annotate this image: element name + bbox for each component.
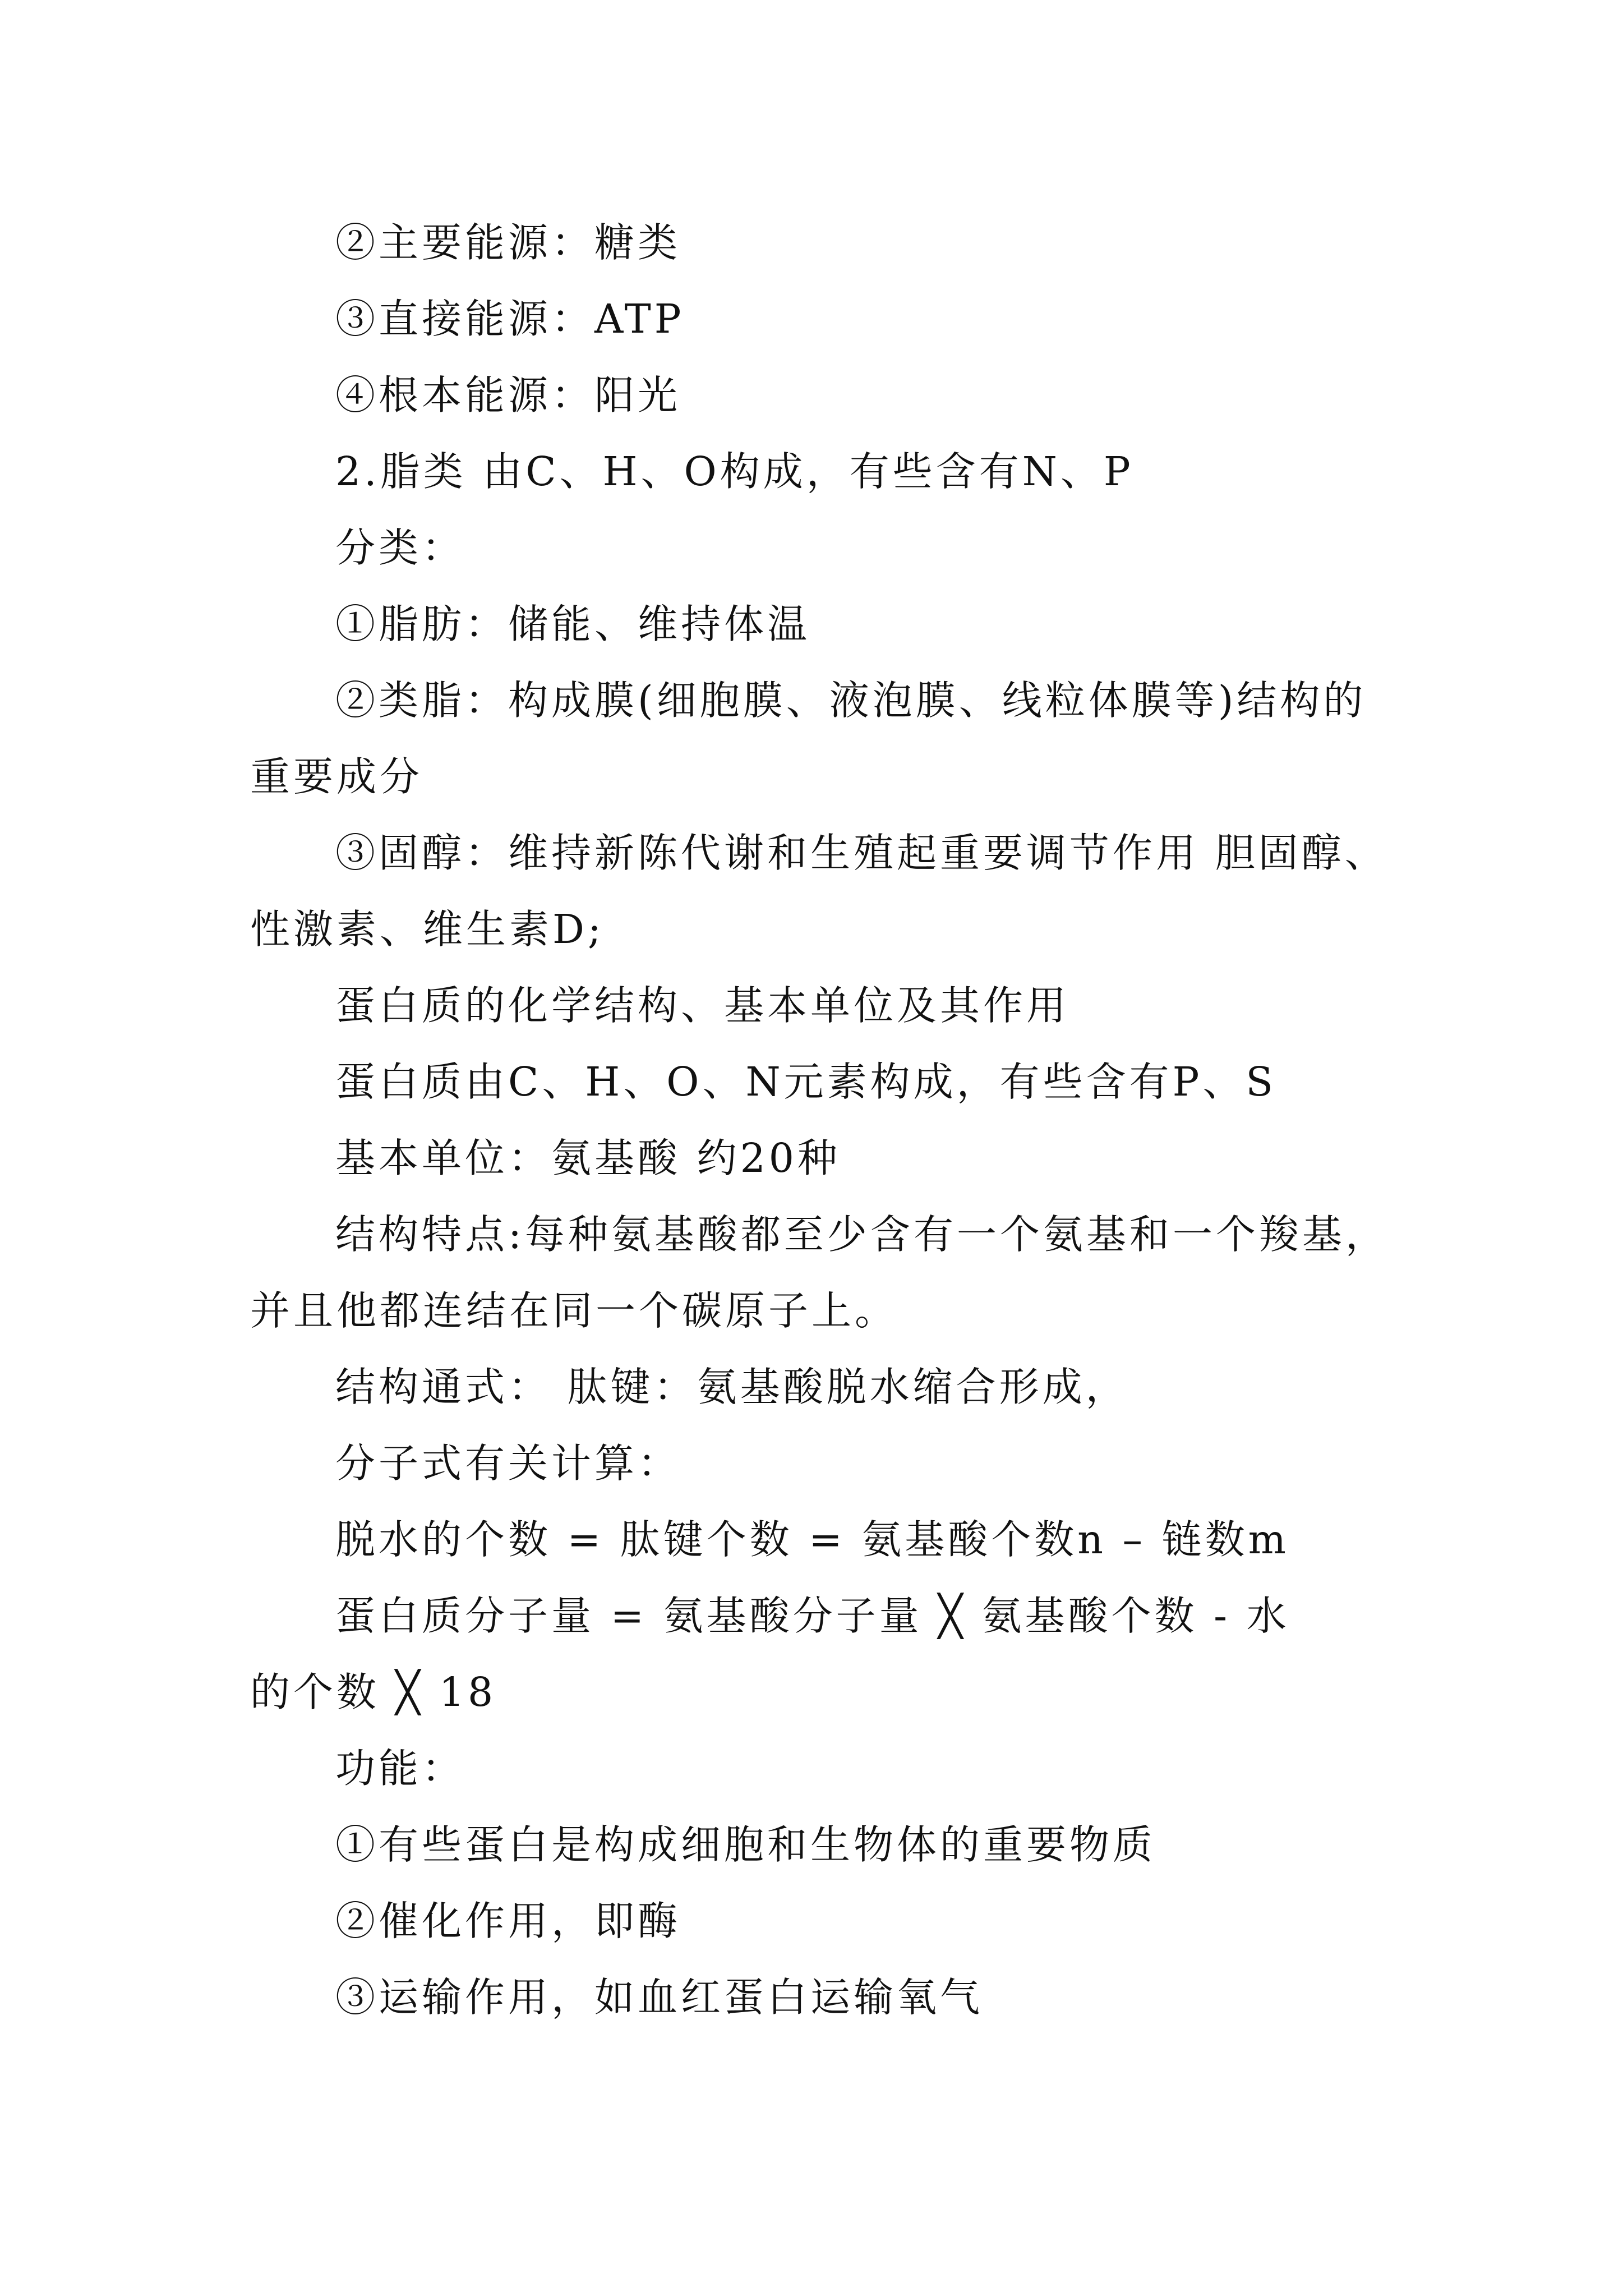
text-line-basic-unit: 基本单位：氨基酸 约20种 [335, 1135, 841, 1181]
text-line-molecular-weight-cont: 的个数 ╳ 18 [250, 1669, 497, 1715]
text-line-classification: 分类： [335, 524, 465, 571]
text-line-main-energy: ②主要能源：糖类 [335, 219, 681, 266]
text-line-structure-feature-cont: 并且他都连结在同一个碳原子上。 [250, 1287, 898, 1334]
text-line-lipoid: ②类脂：构成膜(细胞膜、液泡膜、线粒体膜等)结构的 [335, 677, 1367, 724]
text-line-function-transport: ③运输作用，如血红蛋白运输氧气 [335, 1974, 984, 2021]
text-line-function-catalysis: ②催化作用，即酶 [335, 1898, 681, 1944]
text-line-lipoid-cont: 重要成分 [250, 753, 423, 800]
text-line-direct-energy: ③直接能源：ATP [335, 296, 685, 342]
text-line-function-heading: 功能： [335, 1745, 465, 1792]
text-line-dehydration-formula: 脱水的个数 = 肽键个数 = 氨基酸个数n – 链数m [335, 1516, 1289, 1563]
text-line-calculation-heading: 分子式有关计算： [335, 1440, 681, 1487]
text-line-sterol: ③固醇：维持新陈代谢和生殖起重要调节作用 胆固醇、 [335, 830, 1388, 876]
text-line-function-structure: ①有些蛋白是构成细胞和生物体的重要物质 [335, 1821, 1156, 1868]
text-line-lipids-heading: 2.脂类 由C、H、O构成，有些含有N、P [335, 448, 1134, 495]
text-line-molecular-weight: 蛋白质分子量 = 氨基酸分子量 ╳ 氨基酸个数 - 水 [335, 1593, 1290, 1639]
text-line-fat: ①脂肪：储能、维持体温 [335, 601, 811, 647]
text-line-sterol-cont: 性激素、维生素D; [250, 906, 605, 953]
text-line-protein-heading: 蛋白质的化学结构、基本单位及其作用 [335, 982, 1070, 1029]
text-line-root-energy: ④根本能源：阳光 [335, 372, 681, 418]
text-line-protein-elements: 蛋白质由C、H、O、N元素构成，有些含有P、S [335, 1059, 1276, 1105]
text-line-general-formula: 结构通式： 肽键：氨基酸脱水缩合形成， [335, 1364, 1129, 1410]
text-line-structure-feature: 结构特点:每种氨基酸都至少含有一个氨基和一个羧基， [335, 1211, 1389, 1258]
